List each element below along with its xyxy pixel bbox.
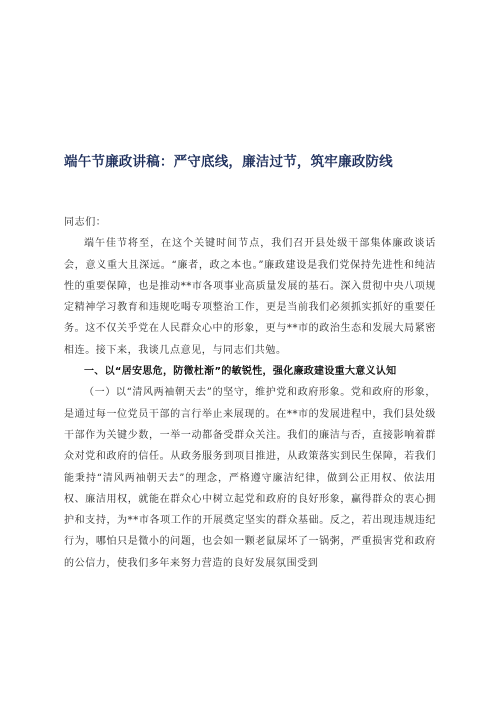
section-heading: 一、以“居安思危，防微杜渐”的敏锐性，强化廉政建设重大意义认知 (84, 366, 397, 378)
section-paragraph: （一）以“清风两袖朝天去”的坚守，维护党和政府形象。党和政府的形象，是通过每一位党员干部的言行举止来展现的。在**市的发展进程中，我们县处级干部作为关键少数，一举一动都备受群众关注。我们的廉洁与否，直接影响着群众对党和政府的信任。从政务服务到项目推进，从政策落实到民生保障，若我们能秉持“清风两袖朝天去”的理念，严格遵守廉洁纪律，做到公正用权、依法用权、廉洁用权，就能在群众心中树立起党和政府的良好形象，赢得群众的衷心拥护和支持，为**市各项工作的开展奠定坚实的群众基础。反之，若出现违规违纪行为，哪怕只是微小的问题，也会如一颗老鼠屎坏了一锅粥，严重损害党和政府的公信力，使我们多年来努力营造的良好发展氛围受到 (64, 387, 436, 569)
salutation: 同志们： (64, 217, 107, 228)
document-body (64, 212, 436, 574)
document-title: 端午节廉政讲稿：严守底线，廉洁过节，筑牢廉政防线 (64, 154, 393, 170)
intro-paragraph: 端午佳节将至，在这个关键时间节点，我们召开县处级干部集体廉政谈话会，意义重大且深远。“廉者，政之本也。”廉政建设是我们党保持先进性和纯洁性的重要保障，也是推动**市各项事业高质量发展的基石。深入贯彻中央八项规定精神学习教育和违规吃喝专项整治工作，更是当前我们必须抓实抓好的重要任务。这不仅关乎党在人民群众心中的形象，更与**市的政治生态和发展大局紧密相连。接下来，我谈几点意见，与同志们共勉。 (64, 238, 436, 356)
